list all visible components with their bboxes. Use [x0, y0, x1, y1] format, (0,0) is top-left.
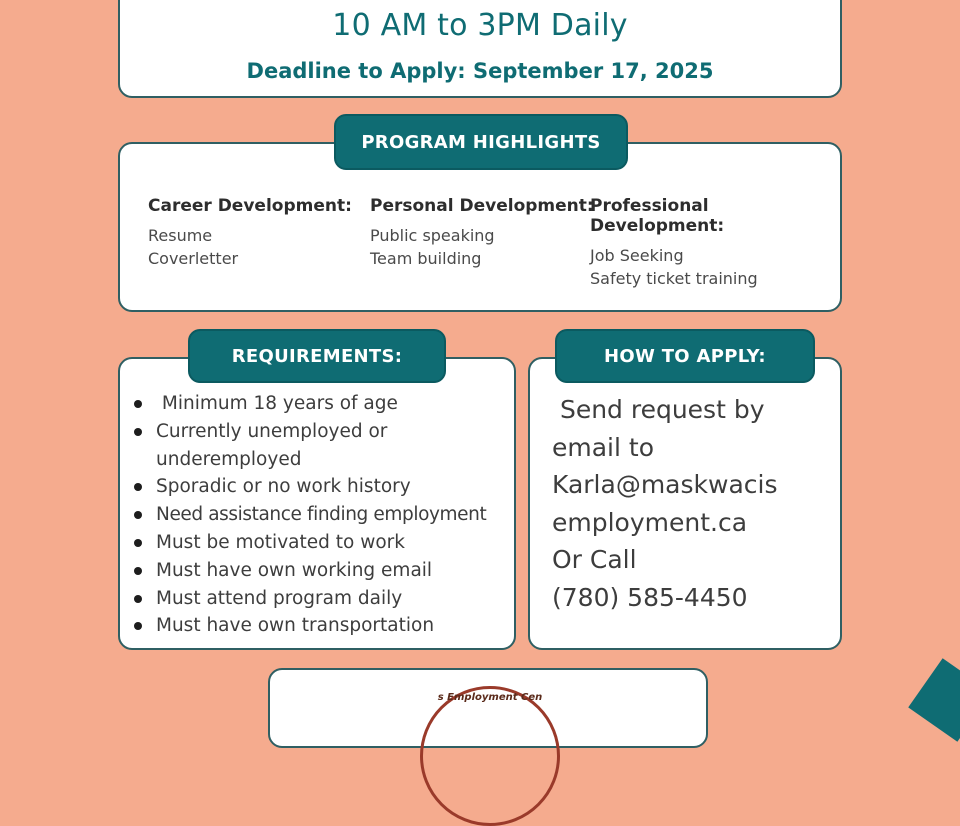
bullet-icon — [134, 428, 142, 436]
program-highlights-heading: PROGRAM HIGHLIGHTS — [334, 114, 628, 170]
requirement-text: Must have own transportation — [156, 615, 435, 637]
requirement-text: Minimum 18 years of age — [156, 393, 398, 414]
list-item — [132, 529, 516, 557]
requirement-text: Must be motivated to work — [156, 531, 405, 553]
list-item — [132, 585, 516, 613]
bullet-icon — [134, 567, 142, 575]
list-item — [132, 473, 516, 501]
highlight-item: Safety ticket training — [590, 269, 758, 288]
requirements-card — [118, 357, 516, 650]
requirement-text: Currently unemployed or underemployed — [156, 420, 388, 470]
list-item — [132, 612, 516, 640]
list-item — [132, 557, 516, 585]
apply-instructions — [552, 391, 777, 616]
bullet-icon — [134, 483, 142, 491]
apply-email-line[interactable]: Karla@maskwacis — [552, 470, 778, 499]
highlight-item: Public speaking — [370, 226, 495, 245]
apply-line: Or Call — [552, 545, 637, 574]
highlight-column-professional — [590, 196, 840, 290]
highlight-title: Personal Development: — [370, 196, 594, 216]
bullet-icon — [134, 511, 142, 519]
bullet-icon — [134, 622, 142, 630]
schedule-hours: 10 AM to 3PM Daily — [332, 8, 628, 43]
application-deadline: Deadline to Apply: September 17, 2025 — [246, 59, 714, 83]
requirements-heading: REQUIREMENTS: — [188, 329, 446, 383]
highlight-column-career — [148, 196, 352, 270]
how-to-apply-card — [528, 357, 842, 650]
highlight-title: Career Development: — [148, 196, 352, 216]
logo-card — [268, 668, 708, 748]
requirement-text: Need assistance finding employment — [156, 504, 487, 526]
highlight-item: Coverletter — [148, 249, 239, 268]
requirements-list — [132, 390, 516, 640]
list-item — [132, 501, 516, 529]
logo-text: s Employment Cen — [437, 692, 543, 703]
requirement-text: Sporadic or no work history — [156, 476, 411, 498]
apply-line: Send request by — [552, 395, 765, 424]
highlight-item: Team building — [370, 249, 482, 268]
apply-phone-line[interactable]: (780) 585-4450 — [552, 582, 748, 612]
bullet-icon — [134, 400, 142, 408]
apply-email-line[interactable]: employment.ca — [552, 507, 748, 537]
highlight-column-personal — [370, 196, 594, 270]
bullet-icon — [134, 539, 142, 547]
highlight-item: Resume — [148, 226, 213, 245]
how-to-apply-heading: HOW TO APPLY: — [555, 329, 815, 383]
highlight-item: Job Seeking — [590, 246, 684, 265]
list-item — [132, 418, 516, 474]
requirement-text: Must attend program daily — [156, 587, 403, 609]
apply-line: email to — [552, 432, 654, 462]
list-item — [132, 390, 516, 418]
logo-seal-icon — [420, 686, 560, 826]
schedule-card — [118, 0, 842, 98]
corner-accent-shape — [908, 658, 960, 742]
requirement-text: Must have own working email — [156, 559, 433, 581]
highlight-title: Professional Development: — [590, 196, 725, 236]
bullet-icon — [134, 595, 142, 603]
